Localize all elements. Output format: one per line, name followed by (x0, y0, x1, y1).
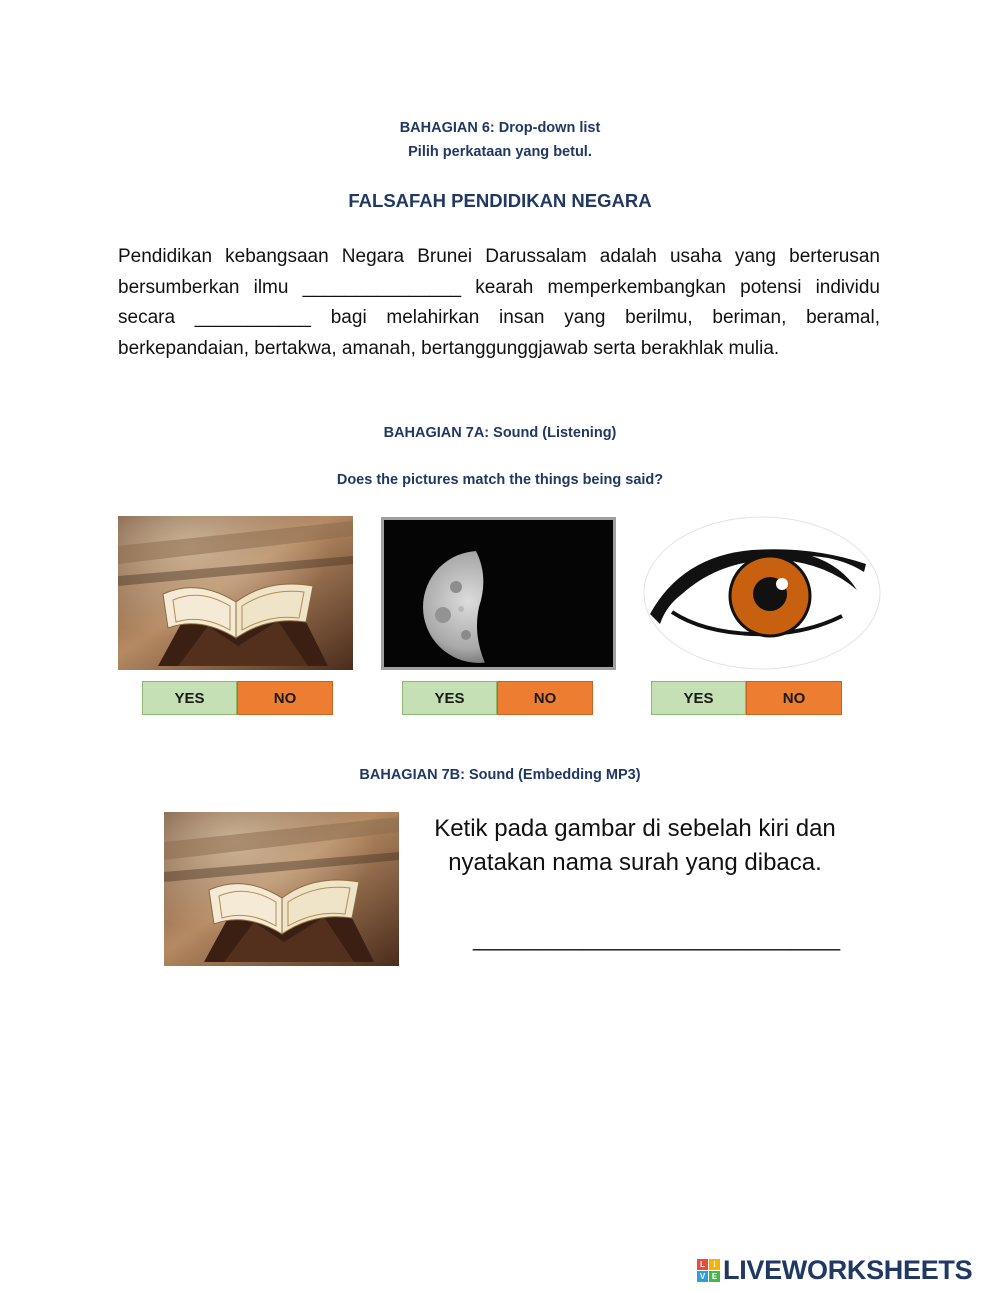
section7a-heading: BAHAGIAN 7A: Sound (Listening) (383, 425, 617, 441)
paragraph-part3: bagi melahirkan insan yang berilmu, beriman, beramal, berkepandaian, bertakwa, amanah, bertanggunggjawab serta berakhlak mulia. (118, 307, 880, 359)
quran-picture-1 (118, 516, 353, 670)
logo-letter-i: I (709, 1259, 720, 1270)
section6-heading: BAHAGIAN 6: Drop-down list (399, 120, 601, 136)
no-button-2[interactable]: NO (497, 681, 593, 715)
instruction-line-2: nyatakan nama surah yang dibaca. (448, 849, 822, 876)
yes-button-2[interactable]: YES (402, 681, 497, 715)
eye-icon (642, 516, 882, 670)
moon-picture (381, 517, 616, 670)
quran-on-stand-icon (164, 812, 399, 966)
logo-letter-e: E (709, 1271, 720, 1282)
paragraph-part1: Pendidikan kebangsaan Negara Brunei Darussalam adalah usaha yang berterusan bersumberkan ilmu (118, 246, 880, 298)
paragraph-part2: kearah memperkembangkan potensi individu secara (118, 276, 880, 328)
quran-on-stand-icon (118, 516, 353, 670)
answer-input-line[interactable]: ______________________________ (473, 926, 841, 951)
quran-audio-picture[interactable] (164, 812, 399, 966)
section7a-question: Does the pictures match the things being said? (336, 472, 664, 488)
logo-grid-icon (697, 1259, 720, 1282)
yes-button-3[interactable]: YES (651, 681, 746, 715)
logo-letter-v: V (697, 1271, 708, 1282)
no-button-3[interactable]: NO (746, 681, 842, 715)
section7b-instruction (420, 812, 850, 880)
logo-text: LIVEWORKSHEETS (723, 1254, 973, 1285)
dropdown-blank-2[interactable]: ___________ (194, 307, 312, 328)
yes-button-1[interactable]: YES (142, 681, 237, 715)
section6-title: FALSAFAH PENDIDIKAN NEGARA (348, 190, 652, 211)
section6-instruction: Pilih perkataan yang betul. (408, 144, 592, 160)
dropdown-blank-1[interactable]: _______________ (302, 276, 462, 298)
moon-icon (381, 517, 616, 670)
falsafah-paragraph (118, 242, 880, 364)
no-button-1[interactable]: NO (237, 681, 333, 715)
eye-picture (642, 516, 882, 670)
liveworksheets-logo (697, 1254, 972, 1286)
logo-letter-l: L (697, 1259, 708, 1270)
instruction-line-1: Ketik pada gambar di sebelah kiri dan (434, 815, 836, 842)
section7b-heading: BAHAGIAN 7B: Sound (Embedding MP3) (359, 767, 641, 783)
